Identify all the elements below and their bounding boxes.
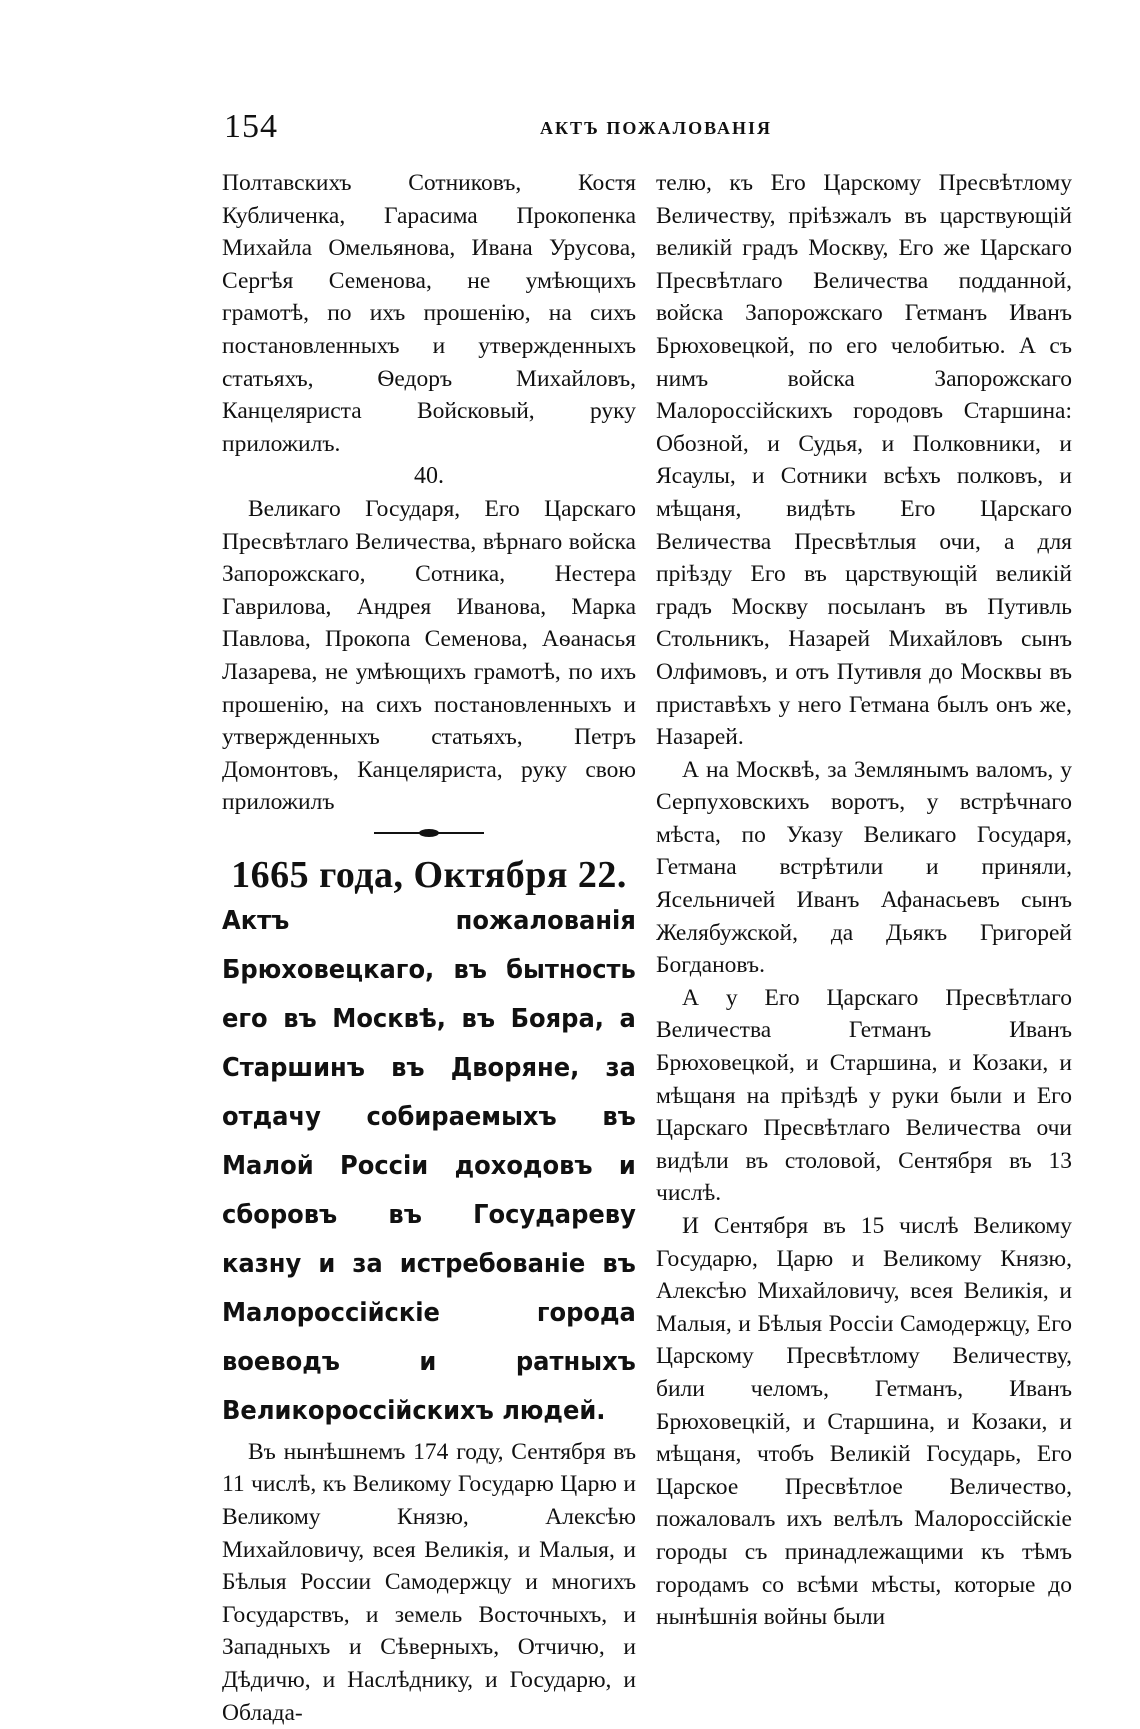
page-header <box>0 108 1140 148</box>
ornamental-divider <box>374 831 484 835</box>
paragraph-signatories-1: Полтавскихъ Сотниковъ, Костя Кубличенка, Гарасима Прокопенка Михайла Омельянова, Ивана Урусова, Сергѣя Семенова, не умѣющихъ грамотѣ, по ихъ прошенію, на сихъ постановленныхъ и утвержденныхъ статьяхъ, Ѳедоръ Михайловъ, Канцеляриста Войсковый, руку приложилъ. <box>222 170 636 457</box>
paragraph-act-opening: Въ нынѣшнемъ 174 году, Сентября въ 11 числѣ, къ Великому Государю Царю и Великому Князю, Алексѣю Михайловичу, всея Великія, и Малыя, и Бѣлыя России Самодержцу и многихъ Государствъ, и земель Восточныхъ, и Западныхъ и Сѣверныхъ, Отчичю, и Дѣдичю, и Наслѣднику, и Государю, и Облада- <box>222 1438 636 1726</box>
date-heading: 1665 года, Октября 22. <box>231 853 627 896</box>
paragraph-audience: А у Его Царскаго Пресвѣтлаго Величества Гетманъ Иванъ Брюховецкой, и Старшина, и Козаки, и мѣщаня на пріѣздѣ у руки были и Его Царскаго Пресвѣтлаго Величества очи видѣли въ столовой, Сентября въ 13 числѣ. <box>656 984 1072 1207</box>
paragraph-petition: И Сентября въ 15 числѣ Великому Государю, Царю и Великому Князю, Алексѣю Михайловичу, всея Великія, и Малыя, и Бѣлыя Россіи Самодержцу, Его Царскому Пресвѣтлому Величеству, били челомъ, Гетманъ, Иванъ Брюховецкій, и Старшина, и Козаки, и мѣщаня, чтобъ Великій Государь, Его Царское Пресвѣтлое Величество, пожаловалъ ихъ велѣлъ Малороссійскіе городы съ принадлежащими къ тѣмъ городамъ со всѣми мѣсты, которые до нынѣшнія войны были <box>656 1213 1072 1631</box>
paragraph-signatories-2: Великаго Государя, Его Царскаго Пресвѣтлаго Величества, вѣрнаго войска Запорожскаго, Сотника, Нестера Гаврилова, Андрея Иванова, Марка Павлова, Прокопа Семенова, Аѳанасья Лазарева, не умѣющихъ грамотѣ, по ихъ прошенію, на сихъ постановленныхъ и утвержденныхъ статьяхъ, Петръ Домонтовъ, Канцеляриста, руку свою приложилъ <box>222 495 636 816</box>
paragraph-hetman-arrival: телю, къ Его Царскому Пресвѣтлому Величеству, пріѣзжалъ въ царствующій великій градъ Москву, Его же Царскаго Пресвѣтлаго Величества подданной, войска Запорожскаго Гетманъ Иванъ Брюховецкой, по его челобитью. А съ нимъ войска Запорожскаго Малороссійскихъ городовъ Старшина: Обозной, и Судья, и Полковники, и Ясаулы, и Сотники всѣхъ полковъ, и мѣщаня, видѣть Его Царскаго Величества Пресвѣтлыя очи, а для пріѣзду Его въ царствующій великій градъ Москву посыланъ въ Путивль Стольникъ, Назарей Михайловъ сынъ Олфимовъ, и отъ Путивля до Москвы въ приставѣхъ у него Гетмана былъ онъ же, Назарей. <box>656 170 1072 751</box>
running-head: АКТЪ ПОЖАЛОВАНІЯ <box>540 118 772 138</box>
page-number: 154 <box>224 108 278 145</box>
paragraph-moscow-meeting: А на Москвѣ, за Землянымъ валомъ, у Серпуховскихъ воротъ, у встрѣчнаго мѣста, по Указу Великаго Государя, Гетмана встрѣтили и приняли, Ясельничей Иванъ Афанасьевъ сынъ Желябужской, да Дьякъ Григорей Богдановъ. <box>656 756 1072 979</box>
section-number: 40. <box>414 463 444 490</box>
left-column <box>222 167 636 1726</box>
right-column <box>656 167 1072 1695</box>
act-title: Актъ пожалованія Брюховецкаго, въ бытность его въ Москвѣ, въ Бояра, а Старшинъ въ Дворяне, за отдачу собираемыхъ въ Малой Россіи доходовъ и сборовъ въ Государеву казну и за истребованіе въ Малороссійскіе города воеводъ и ратныхъ Великороссійскихъ людей. <box>222 905 636 1426</box>
